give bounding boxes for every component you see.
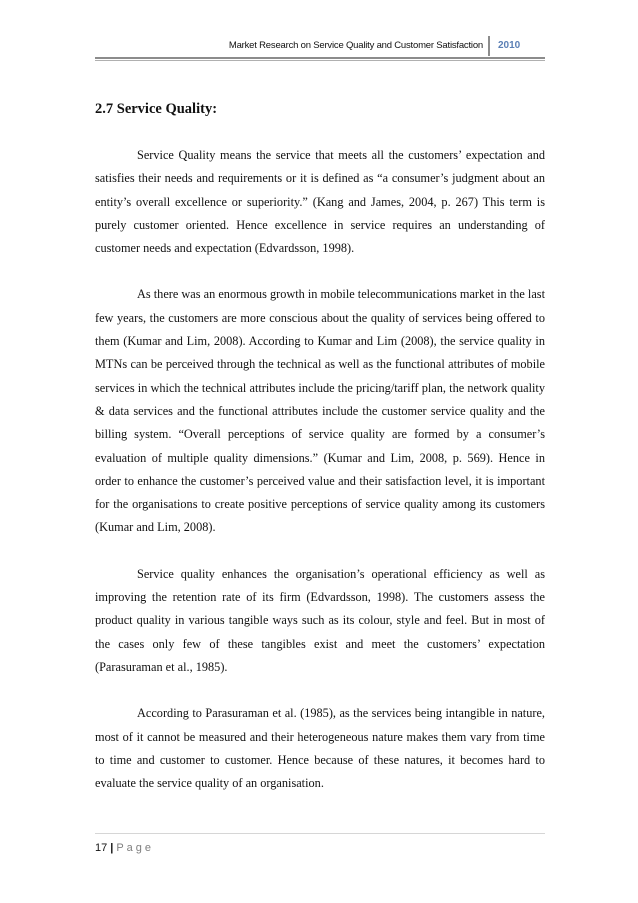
- header-year: 2010: [498, 40, 521, 51]
- header-divider: [488, 36, 490, 56]
- page-word: Page: [116, 842, 155, 854]
- paragraph-2: As there was an enormous growth in mobile telecommunications market in the last few years, the customers are more conscious about the quality of services being offered to them (Kumar and Lim, 2008). According to Kumar and Lim (2008), the service quality in MTNs can be perceived through the technical as well as the functional attributes of mobile services in which the technical attributes include the pricing/tariff plan, the network quality & data services and the functional attributes include the customer service quality and the billing system. “Overall perceptions of service quality are formed by a consumer’s evaluation of multiple quality dimensions.” (Kumar and Lim, 2008, p. 569). Hence in order to enhance the customer’s perceived value and their satisfaction level, it is important for the organisations to create positive perceptions of service quality among its customers (Kumar and Lim, 2008).: [95, 287, 545, 535]
- paragraph-4: According to Parasuraman et al. (1985), as the services being intangible in nature, most of it cannot be measured and their heterogeneous nature makes them vary from time to time and customer to customer. Hence because of these natures, it becomes hard to evaluate the service quality of an organisation.: [95, 706, 545, 791]
- header-title: Market Research on Service Quality and Customer Satisfaction: [228, 40, 483, 51]
- paragraph-3: Service quality enhances the organisation’s operational efficiency as well as improving the retention rate of its firm (Edvardsson, 1998). The customers assess the product quality in various tangible ways such as its colour, style and feel. But in most of the cases only few of these tangibles exist and meet the customers’ expectation (Parasuraman et al., 1985).: [95, 566, 545, 674]
- page-body: [95, 100, 545, 818]
- footer-separator: |: [110, 842, 114, 854]
- header-rule: [95, 57, 545, 59]
- footer-rule: [95, 833, 545, 834]
- page-number: 17: [95, 842, 108, 854]
- paragraph-1: Service Quality means the service that meets all the customers’ expectation and satisfies their needs and requirements or it is defined as “a consumer’s judgment about an entity’s overall excellence or superiority.” (Kang and James, 2004, p. 267) This term is purely customer oriented. Hence excellence in service requires an understanding of customer needs and expectation (Edvardsson, 1998).: [95, 148, 545, 256]
- page-header: [0, 0, 638, 70]
- page-footer: [95, 842, 154, 854]
- header-rule-thin: [95, 60, 545, 61]
- section-heading: 2.7 Service Quality:: [95, 101, 218, 117]
